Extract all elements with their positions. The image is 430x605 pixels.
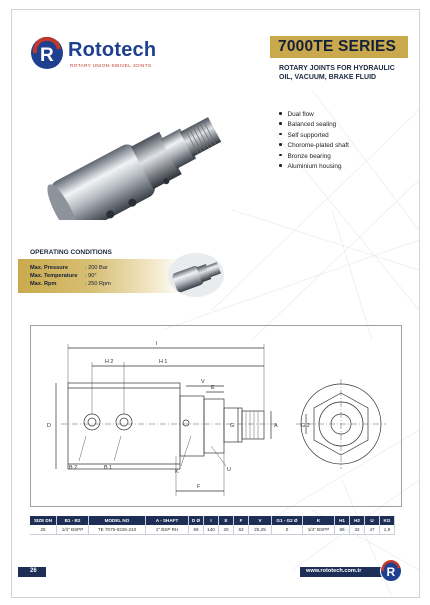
product-thumbnail (165, 250, 227, 300)
feature-item: Aluminium housing (279, 162, 349, 172)
table-cell: 1,9 (380, 525, 395, 535)
table-cell: 140 (204, 525, 219, 535)
operating-value: : 200 Bar (85, 265, 108, 271)
subtitle-line-2: OIL, VACUUM, BRAKE FLUID (279, 74, 377, 81)
background-pattern (12, 10, 419, 597)
dim-label: K (175, 469, 179, 475)
table-cell: 1/4" BSPP (303, 525, 335, 535)
feature-item: Chorome-plated shaft (279, 141, 349, 151)
feature-item: Dual flow (279, 110, 349, 120)
series-title: 7000TE SERIES (278, 38, 397, 55)
subtitle-line-1: ROTARY JOINTS FOR HYDRAULIC (279, 65, 395, 72)
column-header: A - SHAFT (146, 516, 189, 525)
dim-label: G (230, 423, 235, 429)
table-cell: TE 7075-0225-210 (89, 525, 146, 535)
logo-emblem-icon (30, 36, 66, 72)
drawing-canvas (31, 326, 401, 506)
operating-conditions-title: OPERATING CONDITIONS (30, 249, 112, 256)
bullet-icon (279, 143, 282, 146)
page-number: 26 (30, 568, 37, 574)
table-row (30, 525, 395, 535)
operating-label: Max. Pressure (30, 265, 68, 271)
feature-item: Balanced sealing (279, 120, 349, 130)
table-cell: 1/4" BSPP (57, 525, 89, 535)
column-header: I (204, 516, 219, 525)
table-cell: 47 (365, 525, 380, 535)
operating-label: Max. Rpm (30, 281, 57, 287)
table-cell: 25 (30, 525, 57, 535)
dim-label: U (227, 467, 231, 473)
operating-value: : 90° (85, 273, 97, 279)
column-header: MODEL NO (89, 516, 146, 525)
dim-label: H 2 (105, 359, 114, 365)
table-cell: 1" BSP RH (146, 525, 189, 535)
table-cell: 32 (350, 525, 365, 535)
column-header: V (249, 516, 272, 525)
column-header: G1 - G2 Ø (272, 516, 303, 525)
feature-item: Bronze bearing (279, 152, 349, 162)
bullet-icon (279, 154, 282, 157)
column-header: K (303, 516, 335, 525)
bullet-icon (279, 164, 282, 167)
operating-label: Max. Temperature (30, 273, 78, 279)
bullet-icon (279, 122, 282, 125)
table-cell: 69 (189, 525, 204, 535)
table-cell: 20 (219, 525, 234, 535)
bullet-icon (279, 133, 282, 136)
dim-label: B 2 (69, 465, 78, 471)
dim-label: A (274, 423, 278, 429)
logo-letter: R (40, 45, 54, 66)
spec-table (30, 516, 395, 535)
column-header: D Ø (189, 516, 204, 525)
column-header: E (219, 516, 234, 525)
column-header: B1 - B2 (57, 516, 89, 525)
product-photo (38, 100, 238, 220)
dim-label: F (197, 484, 201, 490)
column-header: U (365, 516, 380, 525)
footer-logo-letter: R (386, 565, 396, 579)
page-frame (11, 9, 420, 598)
dim-label: I (156, 341, 158, 347)
table-cell: 0 (272, 525, 303, 535)
dim-label: G 2 (301, 423, 310, 429)
brand-logo (30, 36, 170, 76)
column-header: H2 (350, 516, 365, 525)
dim-label: V (201, 379, 205, 385)
table-header-row (30, 516, 395, 525)
feature-list (279, 110, 349, 172)
product-subtitle (279, 64, 414, 82)
dim-label: B 1 (104, 465, 113, 471)
dim-label: H 1 (159, 359, 168, 365)
column-header: SIZE DN (30, 516, 57, 525)
technical-drawing (30, 325, 402, 507)
column-header: KG (380, 516, 395, 525)
column-header: F (234, 516, 249, 525)
footer-logo-icon (380, 560, 402, 582)
brand-tagline: ROTARY UNION-SWIVEL JOINTS (70, 63, 152, 68)
table-cell: 63 (234, 525, 249, 535)
bullet-icon (279, 112, 282, 115)
dim-label: E (211, 385, 215, 391)
dim-label: D (47, 423, 51, 429)
table-cell: 25,25 (249, 525, 272, 535)
table-cell: 86 (335, 525, 350, 535)
feature-item: Self supported (279, 131, 349, 141)
series-banner (270, 36, 408, 58)
column-header: H1 (335, 516, 350, 525)
operating-value: : 250 Rpm (85, 281, 111, 287)
footer-url: www.rototech.com.tr (306, 568, 362, 574)
brand-name: Rototech (68, 39, 157, 61)
